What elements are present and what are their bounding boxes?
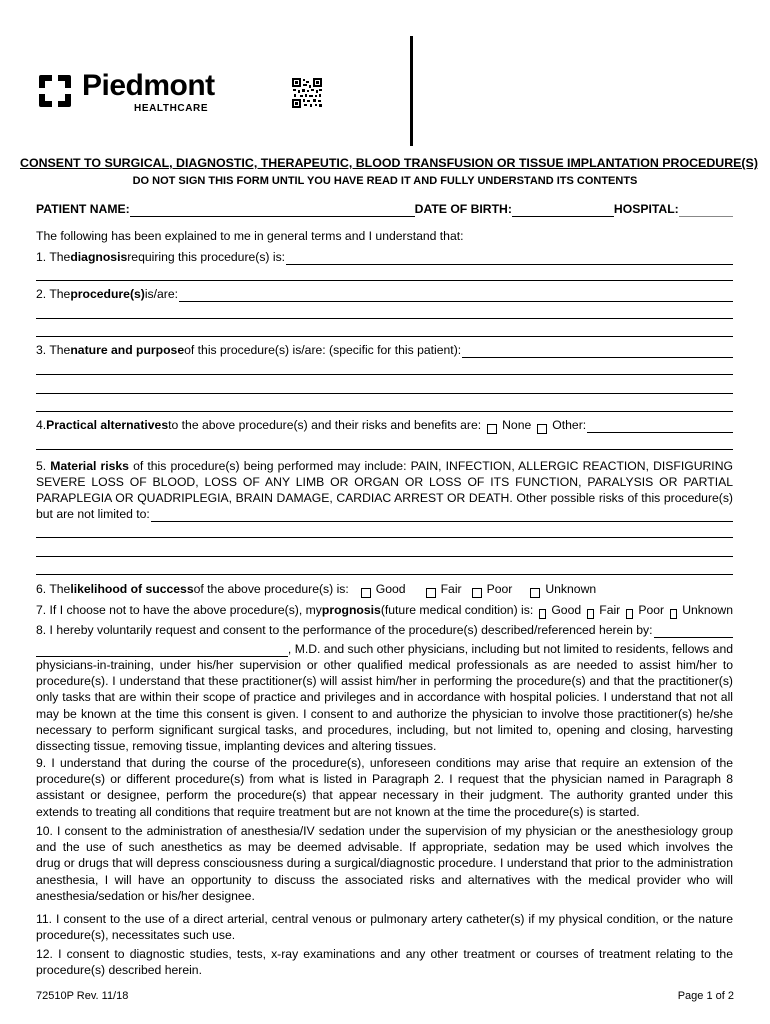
header-divider: [410, 36, 413, 146]
material-risks-line-4[interactable]: [36, 574, 733, 575]
alternatives-other-field[interactable]: [587, 421, 733, 433]
nature-purpose-line-4[interactable]: [36, 411, 733, 412]
paragraph-9: 9. I understand that during the course of the procedure(s), unforeseen conditions may arise that require an extension of the procedure(s) or different procedure(s) from what is listed in Paragraph 2. I request that the physician named in Paragraph 8 assistant or designee, perform the procedure(s) that appear necessary in their judgment. The authority granted under this extends to treating all conditions that require treatment but are not known at the time the procedure(s) is started.: [36, 756, 733, 819]
page-number: Page 1 of 2: [677, 990, 734, 1002]
diagnosis-field[interactable]: [286, 253, 733, 265]
nature-purpose-field[interactable]: [462, 346, 733, 358]
form-title: CONSENT TO SURGICAL, DIAGNOSTIC, THERAPEUTIC, BLOOD TRANSFUSION OR TISSUE IMPLANTATION PROCEDURE(S): [20, 156, 758, 170]
nature-purpose-row: 3. The nature and purpose of this procedure(s) is/are: (specific for this patient):: [36, 342, 733, 358]
likelihood-unknown-checkbox[interactable]: [530, 588, 540, 598]
procedure-field[interactable]: [179, 290, 733, 302]
alternatives-none-checkbox[interactable]: [487, 424, 497, 434]
alternatives-other-checkbox[interactable]: [537, 424, 547, 434]
procedure-row: 2. The procedure(s) is/are:: [36, 286, 733, 302]
procedure-line-2[interactable]: [36, 318, 733, 319]
date-of-birth-field[interactable]: [512, 205, 614, 217]
physician-name-field[interactable]: [36, 645, 288, 657]
paragraph-11: 11. I consent to the use of a direct arterial, central venous or pulmonary artery catheter(s) if my physical condition, or the nature procedure(s), necessitates such use.: [36, 912, 733, 943]
material-risks-field[interactable]: [151, 510, 733, 522]
date-of-birth-label: DATE OF BIRTH:: [414, 202, 512, 216]
material-risks-other-row: but are not limited to:: [36, 506, 733, 522]
patient-name-field[interactable]: [130, 205, 415, 217]
hospital-field[interactable]: [679, 205, 733, 217]
patient-name-label: PATIENT NAME:: [36, 202, 130, 216]
prognosis-fair-checkbox[interactable]: [587, 609, 594, 619]
paragraph-10: 10. I consent to the administration of anesthesia/IV sedation under the supervision of my physician or the anesthesiology group and the use of such anesthetics as may be deemed advisable. If appropriate, sedation may be used which involves the drug or drugs that will depress consciousness during a surgical/diagnostic procedure. I understand that prior to the administration anesthesia, I will have an opportunity to discuss the associated risks and alternatives with the medical provider who will anesthesia/sedation or his/her designee.: [36, 824, 733, 903]
intro-text: The following has been explained to me in general terms and I understand that:: [36, 229, 464, 243]
hospital-label: HOSPITAL:: [613, 202, 679, 216]
qr-code-icon: [292, 78, 322, 108]
likelihood-poor-checkbox[interactable]: [472, 588, 482, 598]
paragraph-8: physicians-in-training, under his/her supervision or other qualified medical professionals as are needed to assist him/her to procedure(s). I understand that these practitioner(s) will assist him/her in performing the procedure(s) and that the practitioner(s) only tasks that are within their scope of practice and privileges and in accordance with hospital policies. I understand that not all may be known at the time this consent is given. I consent to and authorize the physician to involve those practitioner(s) he/she necessary to perform significant surgical tasks, and procedures, including, but not limited to, opening and closing, harvesting dissecting tissue, removing tissue, implanting devices and altering tissues.: [36, 658, 733, 753]
likelihood-good-checkbox[interactable]: [361, 588, 371, 598]
diagnosis-row: 1. The diagnosis requiring this procedure(s) is:: [36, 249, 733, 265]
material-risks-line-3[interactable]: [36, 556, 733, 557]
prognosis-unknown-checkbox[interactable]: [670, 609, 677, 619]
performing-physician-field[interactable]: [654, 626, 734, 638]
patient-info-row: [36, 201, 733, 217]
paragraph-12: 12. I consent to diagnostic studies, tests, x-ray examinations and any other treatment or courses of treatment relating to the procedure(s) described herein.: [36, 947, 733, 978]
prognosis-poor-checkbox[interactable]: [626, 609, 633, 619]
procedure-line-3[interactable]: [36, 336, 733, 337]
alternatives-line-2[interactable]: [36, 449, 733, 450]
form-subtitle: DO NOT SIGN THIS FORM UNTIL YOU HAVE READ IT AND FULLY UNDERSTAND ITS CONTENTS: [132, 175, 638, 187]
piedmont-logo: [36, 69, 215, 124]
nature-purpose-line-3[interactable]: [36, 393, 733, 394]
material-risks-paragraph: 5. Material risks of this procedure(s) being performed may include: PAIN, INFECTION, ALLERGIC REACTION, DISFIGURING SEVERE LOSS OF BLOOD, LOSS OF ANY LIMB OR ORGAN OR LOSS OF ITS FUNCTION, PARALYSIS OR PARTIAL PARAPLEGIA OR QUADRIPLEGIA, BRAIN DAMAGE, CARDIAC ARREST OR DEATH. Other possible risks of this procedure(s): [36, 459, 733, 506]
material-risks-line-2[interactable]: [36, 537, 733, 538]
logo-subtitle: HEALTHCARE: [134, 103, 209, 114]
likelihood-row: 6. The likelihood of success of the above procedure(s) is: Good Fair Poor Unknown: [36, 582, 597, 596]
piedmont-logo-icon: [36, 72, 74, 110]
prognosis-good-checkbox[interactable]: [539, 609, 546, 619]
consent-performance-row: 8. I hereby voluntarily request and consent to the performance of the procedure(s) described/referenced herein by:: [36, 622, 733, 638]
alternatives-none-label: None: [502, 418, 532, 432]
likelihood-fair-checkbox[interactable]: [426, 588, 436, 598]
nature-purpose-line-2[interactable]: [36, 374, 733, 375]
alternatives-other-label: Other:: [552, 418, 587, 432]
physician-name-row: , M.D. and such other physicians, including but not limited to residents, fellows and: [36, 641, 733, 657]
form-id: 72510P Rev. 11/18: [36, 990, 129, 1002]
diagnosis-line-2[interactable]: [36, 280, 733, 281]
alternatives-row: 4. Practical alternatives to the above procedure(s) and their risks and benefits are: None Other:: [36, 417, 733, 433]
prognosis-row: 7. If I choose not to have the above procedure(s), my prognosis (future medical condition) is: Good Fair Poor Unknown: [36, 603, 733, 617]
logo-wordmark: Piedmont: [82, 69, 215, 102]
